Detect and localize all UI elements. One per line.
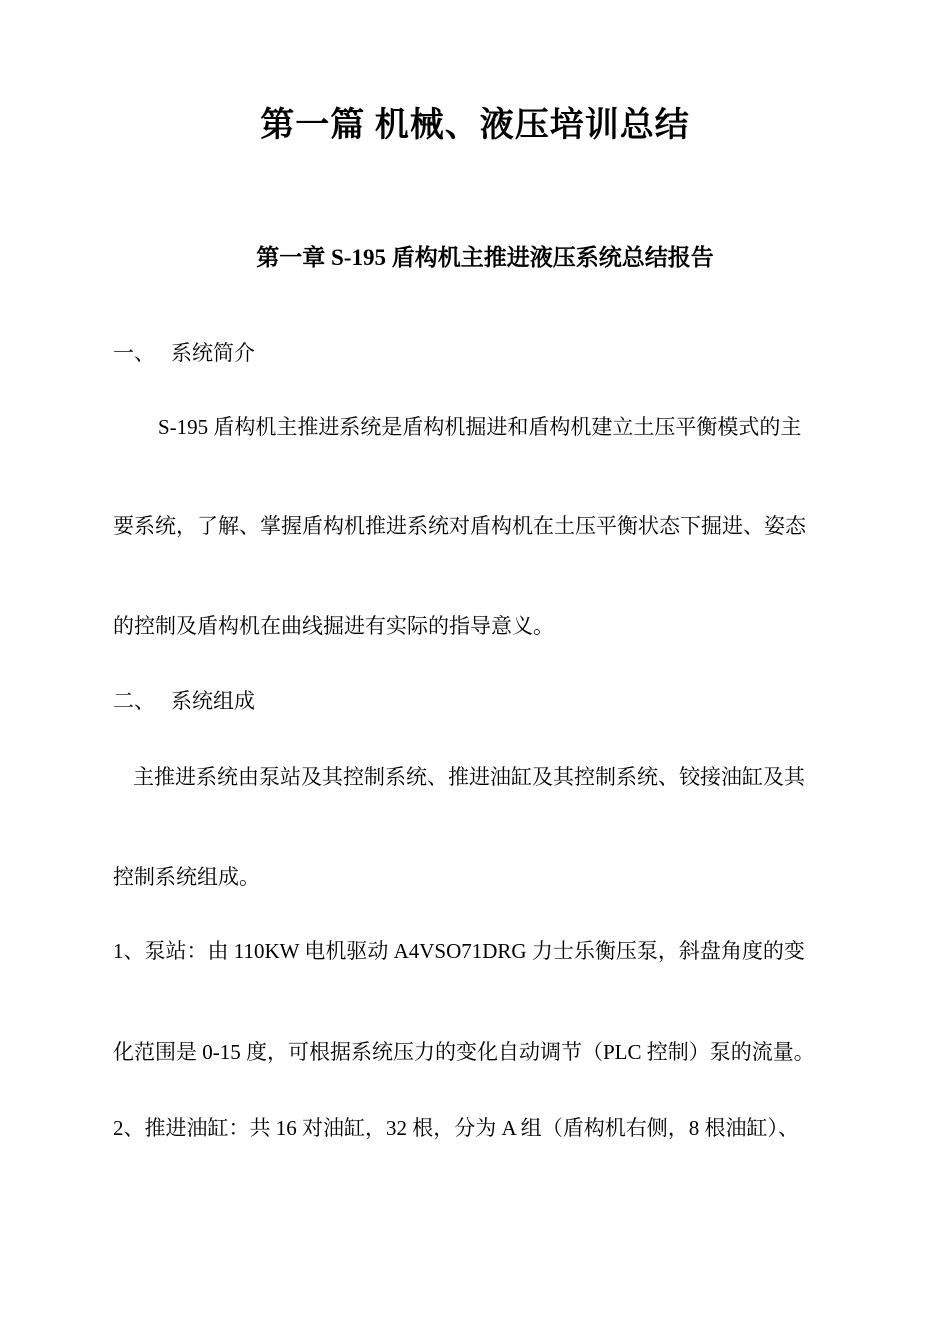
item-line: 2、推进油缸：共 16 对油缸，32 根，分为 A 组（盾构机右侧，8 根油缸）、 xyxy=(113,1116,800,1140)
chapter-title: 第一章 S-195 盾构机主推进液压系统总结报告 xyxy=(256,245,714,270)
section-heading-1 xyxy=(113,339,255,367)
section-number: 二、 xyxy=(113,689,155,713)
item-line: 化范围是 0-15 度，可根据系统压力的变化自动调节（PLC 控制）泵的流量。 xyxy=(113,1040,815,1064)
paragraph-line: 控制系统组成。 xyxy=(113,865,260,889)
paragraph-line: 要系统，了解、掌握盾构机推进系统对盾构机在土压平衡状态下掘进、姿态 xyxy=(113,514,806,538)
document-title: 第一篇 机械、液压培训总结 xyxy=(260,107,690,144)
section-heading-text: 系统组成 xyxy=(171,689,255,713)
item-line: 1、泵站：由 110KW 电机驱动 A4VSO71DRG 力士乐衡压泵，斜盘角度的变 xyxy=(113,939,805,963)
paragraph-line: 的控制及盾构机在曲线掘进有实际的指导意义。 xyxy=(113,614,554,638)
section-number: 一、 xyxy=(113,341,155,365)
paragraph-line: 主推进系统由泵站及其控制系统、推进油缸及其控制系统、铰接油缸及其 xyxy=(133,765,805,789)
paragraph-line: S-195 盾构机主推进系统是盾构机掘进和盾构机建立土压平衡模式的主 xyxy=(158,415,802,439)
section-heading-text: 系统简介 xyxy=(171,341,255,365)
section-heading-2 xyxy=(113,687,255,715)
